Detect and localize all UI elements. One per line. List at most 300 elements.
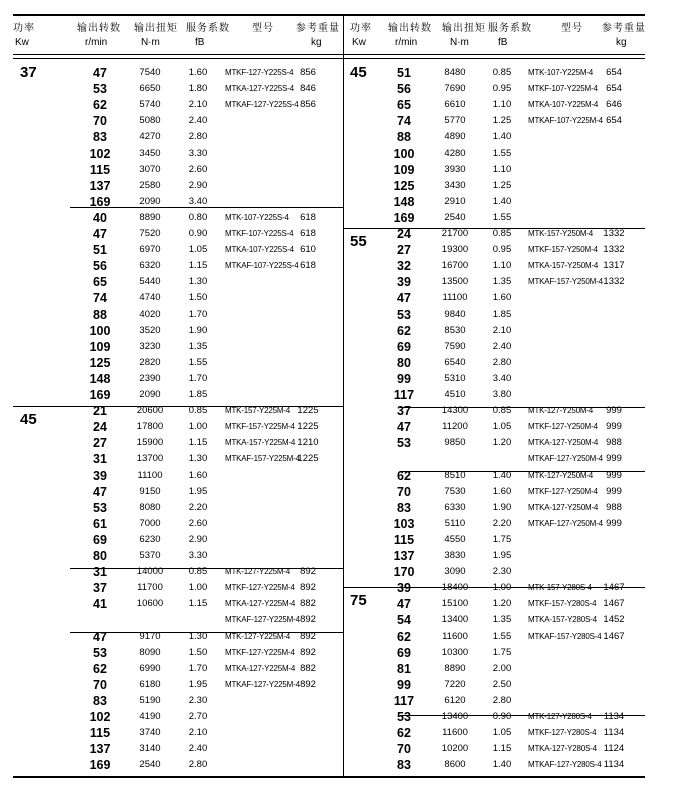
output-speed: 137	[393, 549, 415, 563]
reference-weight: 1225	[297, 453, 319, 465]
output-speed: 117	[393, 388, 415, 402]
service-factor: 1.00	[188, 421, 208, 433]
service-factor: 2.50	[492, 678, 512, 690]
output-torque: 10300	[441, 646, 469, 658]
service-factor: 1.15	[188, 598, 208, 610]
output-torque: 6610	[444, 99, 466, 111]
model-number: MTK-127-Y250M-4	[528, 406, 594, 416]
output-torque: 7530	[444, 485, 466, 497]
reference-weight: 999	[606, 405, 622, 417]
model-number: MTKA-127-Y250M-4	[528, 502, 599, 512]
service-factor: 2.60	[188, 517, 208, 529]
output-speed: 24	[93, 420, 107, 435]
output-speed: 31	[93, 565, 107, 580]
output-speed: 47	[397, 420, 411, 435]
output-speed: 62	[397, 629, 411, 644]
output-torque: 21700	[441, 228, 469, 239]
service-factor: 1.05	[492, 727, 512, 739]
service-factor: 2.30	[492, 566, 512, 578]
reference-weight: 1124	[603, 743, 625, 755]
output-speed: 62	[397, 468, 411, 483]
output-torque: 8080	[139, 501, 161, 513]
output-torque: 4510	[444, 389, 466, 400]
top-rule	[13, 14, 645, 16]
output-torque: 5110	[444, 517, 466, 529]
output-torque: 4890	[444, 131, 466, 143]
model-number: MTKAF-157-Y225M-4	[225, 454, 300, 464]
service-factor: 1.95	[492, 550, 512, 561]
output-speed: 74	[397, 114, 411, 129]
service-factor: 1.55	[188, 356, 208, 368]
model-number: MTKF-157-Y250M-4	[528, 245, 598, 255]
output-torque: 4190	[139, 711, 161, 722]
output-speed: 56	[397, 82, 411, 97]
output-speed: 53	[397, 436, 411, 451]
header-weight-right: 参考重量	[602, 23, 646, 34]
output-speed: 24	[397, 227, 411, 241]
header-power-unit-right: Kw	[352, 37, 366, 48]
service-factor: 0.95	[492, 83, 512, 95]
header-power-right: 功率	[350, 23, 372, 34]
output-speed: 83	[93, 130, 107, 145]
model-number: MTKA-127-Y225M-4	[225, 663, 296, 673]
output-torque: 15900	[136, 437, 164, 449]
reference-weight: 618	[300, 211, 316, 223]
output-torque: 7540	[139, 67, 161, 78]
output-speed: 39	[93, 468, 107, 483]
output-torque: 8890	[444, 662, 466, 674]
service-factor: 1.60	[188, 469, 208, 481]
header-torque-right: 输出扭矩	[442, 23, 486, 34]
model-number: MTKA-127-Y225M-4	[225, 599, 296, 609]
service-factor: 1.85	[188, 389, 208, 400]
model-number: MTKAF-127-Y250M-4	[528, 454, 603, 464]
output-torque: 15100	[441, 598, 469, 610]
model-number: MTKF-127-Y280S-4	[528, 728, 597, 738]
header-factor-unit-left: fB	[195, 37, 205, 48]
output-torque: 4280	[444, 147, 466, 159]
service-factor: 1.20	[492, 437, 512, 449]
service-factor: 1.15	[188, 437, 208, 449]
service-factor: 1.95	[188, 678, 208, 690]
output-torque: 2540	[139, 759, 161, 771]
reference-weight: 618	[300, 260, 316, 272]
reference-weight: 892	[300, 566, 316, 578]
service-factor: 1.50	[188, 292, 208, 304]
output-torque: 11600	[442, 630, 468, 642]
service-factor: 1.15	[188, 260, 208, 272]
output-speed: 39	[397, 581, 411, 596]
reference-weight: 892	[300, 678, 316, 690]
output-speed: 37	[93, 581, 107, 596]
output-speed: 88	[397, 130, 411, 145]
output-speed: 27	[93, 436, 107, 451]
service-factor: 1.70	[188, 308, 208, 320]
model-number: MTK-157-Y225M-4	[225, 406, 291, 416]
output-speed: 65	[397, 98, 411, 113]
output-torque: 3930	[444, 163, 466, 175]
header-torque-unit-left: N·m	[141, 37, 160, 48]
output-torque: 6970	[139, 244, 161, 256]
model-number: MTK-127-Y280S-4	[528, 712, 592, 721]
model-number: MTK-157-Y250M-4	[528, 229, 594, 238]
service-factor: 1.30	[188, 630, 208, 642]
service-factor: 1.55	[492, 630, 512, 642]
output-speed: 65	[93, 275, 107, 290]
reference-weight: 1467	[603, 582, 625, 594]
output-speed: 53	[93, 645, 107, 660]
output-torque: 2540	[444, 211, 466, 223]
header-model-right: 型号	[561, 23, 583, 34]
output-speed: 109	[393, 162, 415, 177]
service-factor: 2.60	[188, 163, 208, 175]
header-factor-left: 服务系数	[186, 23, 230, 34]
output-speed: 53	[397, 307, 411, 322]
output-speed: 62	[93, 661, 107, 676]
reference-weight: 1134	[603, 727, 625, 739]
service-factor: 1.00	[188, 582, 208, 594]
reference-weight: 999	[606, 517, 622, 529]
service-factor: 3.80	[492, 389, 512, 400]
reference-weight: 882	[300, 598, 316, 610]
service-factor: 1.20	[492, 598, 512, 610]
output-speed: 99	[397, 677, 411, 692]
reference-weight: 999	[606, 469, 622, 481]
power-kw: 55	[350, 233, 367, 250]
model-number: MTKAF-127-Y225M-4	[225, 615, 300, 625]
output-speed: 103	[393, 516, 415, 531]
output-speed: 125	[89, 355, 111, 370]
output-speed: 115	[89, 726, 111, 741]
model-number: MTKAF-107-Y225M-4	[528, 116, 603, 126]
service-factor: 2.20	[492, 517, 512, 529]
output-speed: 69	[397, 339, 411, 354]
output-torque: 3830	[444, 550, 466, 561]
service-factor: 1.90	[492, 501, 512, 513]
service-factor: 1.30	[188, 276, 208, 288]
output-torque: 5740	[139, 99, 161, 111]
service-factor: 2.90	[188, 533, 208, 545]
output-torque: 7590	[444, 340, 466, 352]
model-number: MTKA-157-Y250M-4	[528, 261, 599, 271]
service-factor: 1.85	[492, 308, 512, 320]
output-torque: 13400	[441, 614, 469, 626]
output-speed: 41	[93, 597, 107, 612]
output-speed: 169	[89, 194, 111, 209]
service-factor: 0.80	[188, 211, 208, 223]
output-torque: 2910	[444, 195, 466, 207]
output-torque: 5310	[444, 372, 466, 384]
service-factor: 2.40	[188, 115, 208, 127]
service-factor: 1.40	[492, 131, 512, 143]
output-torque: 8530	[444, 324, 466, 336]
reference-weight: 892	[300, 582, 316, 594]
reference-weight: 618	[300, 228, 316, 239]
header-speed-left: 输出转数	[77, 23, 121, 34]
output-speed: 88	[93, 307, 107, 322]
output-torque: 5440	[139, 276, 161, 288]
service-factor: 1.95	[188, 485, 208, 497]
reference-weight: 1467	[603, 598, 625, 610]
model-number: MTKAF-127-Y280S-4	[528, 760, 602, 770]
output-torque: 8480	[444, 67, 466, 78]
model-number: MTKAF-157-Y250M-4	[528, 277, 603, 287]
output-speed: 69	[93, 532, 107, 547]
service-factor: 2.80	[492, 356, 512, 368]
reference-weight: 999	[606, 453, 622, 465]
service-factor: 2.40	[188, 743, 208, 755]
output-speed: 100	[89, 323, 111, 338]
model-number: MTKA-127-Y280S-4	[528, 744, 597, 754]
service-factor: 1.75	[492, 533, 512, 545]
output-speed: 47	[93, 484, 107, 499]
output-torque: 6320	[139, 260, 161, 272]
reference-weight: 882	[300, 662, 316, 674]
model-number: MTKA-127-Y225S-4	[225, 84, 294, 94]
header-power-left: 功率	[13, 23, 35, 34]
output-speed: 47	[93, 227, 107, 241]
service-factor: 0.85	[188, 405, 208, 417]
output-speed: 80	[397, 355, 411, 370]
service-factor: 2.10	[188, 99, 208, 111]
output-speed: 70	[397, 484, 411, 499]
output-speed: 137	[89, 178, 111, 193]
output-speed: 83	[397, 500, 411, 515]
output-speed: 70	[93, 677, 107, 692]
header-weight-left: 参考重量	[296, 23, 340, 34]
service-factor: 1.00	[492, 582, 512, 594]
model-number: MTK-107-Y225S-4	[225, 212, 289, 222]
output-torque: 6650	[139, 83, 161, 95]
output-torque: 8510	[444, 469, 466, 481]
header-factor-right: 服务系数	[488, 23, 532, 34]
model-number: MTKA-107-Y225M-4	[528, 100, 599, 110]
service-factor: 1.70	[188, 662, 208, 674]
output-torque: 8600	[444, 759, 466, 771]
output-speed: 100	[393, 146, 415, 161]
output-speed: 56	[93, 259, 107, 274]
service-factor: 2.00	[492, 662, 512, 674]
reference-weight: 856	[300, 99, 316, 111]
service-factor: 0.85	[492, 67, 512, 78]
output-torque: 6120	[444, 694, 466, 706]
service-factor: 2.80	[492, 694, 512, 706]
output-torque: 14000	[136, 566, 164, 578]
model-number: MTKAF-127-Y225S-4	[225, 100, 299, 110]
service-factor: 1.25	[492, 179, 512, 191]
model-number: MTKF-157-Y225M-4	[225, 422, 295, 432]
output-torque: 3430	[444, 179, 466, 191]
output-speed: 21	[93, 404, 107, 419]
output-speed: 53	[93, 82, 107, 97]
header-speed-unit-right: r/min	[395, 37, 418, 48]
reference-weight: 1134	[603, 759, 625, 771]
reference-weight: 856	[300, 67, 316, 78]
output-speed: 47	[93, 629, 107, 644]
model-number: MTKF-127-Y250M-4	[528, 486, 598, 496]
power-kw: 37	[20, 64, 37, 81]
output-speed: 40	[93, 210, 107, 225]
service-factor: 3.40	[492, 372, 512, 384]
service-factor: 2.70	[188, 711, 208, 722]
model-number: MTKF-107-Y225S-4	[225, 229, 294, 238]
reference-weight: 1225	[297, 421, 319, 433]
model-number: MTKAF-157-Y280S-4	[528, 631, 602, 641]
output-speed: 81	[397, 661, 411, 676]
output-speed: 102	[89, 146, 111, 161]
output-speed: 109	[89, 339, 111, 354]
output-torque: 3090	[444, 566, 466, 578]
reference-weight: 1332	[603, 244, 625, 256]
reference-weight: 999	[606, 485, 622, 497]
reference-weight: 999	[606, 421, 622, 433]
output-speed: 62	[397, 323, 411, 338]
output-torque: 7000	[139, 517, 161, 529]
reference-weight: 846	[300, 83, 316, 95]
model-number: MTKF-127-Y225M-4	[225, 647, 295, 657]
output-torque: 6180	[139, 678, 161, 690]
output-torque: 9840	[444, 308, 466, 320]
output-torque: 13500	[441, 276, 469, 288]
output-torque: 2390	[139, 372, 161, 384]
service-factor: 1.55	[492, 211, 512, 223]
reference-weight: 654	[606, 67, 622, 78]
service-factor: 3.30	[188, 147, 208, 159]
service-factor: 1.15	[492, 743, 512, 755]
output-torque: 8090	[139, 646, 161, 658]
service-factor: 2.10	[188, 727, 208, 739]
reference-weight: 1452	[603, 614, 625, 626]
model-number: MTKF-157-Y280S-4	[528, 599, 597, 609]
reference-weight: 1317	[603, 260, 625, 272]
output-torque: 13700	[136, 453, 164, 465]
output-torque: 4550	[444, 533, 466, 545]
output-torque: 2580	[139, 179, 161, 191]
model-number: MTKF-107-Y225M-4	[528, 84, 598, 94]
service-factor: 1.40	[492, 759, 512, 771]
output-torque: 3230	[139, 340, 161, 352]
output-speed: 62	[397, 726, 411, 741]
service-factor: 1.35	[492, 276, 512, 288]
model-number: MTKAF-127-Y225M-4	[225, 679, 300, 689]
reference-weight: 988	[606, 501, 622, 513]
power-kw: 45	[350, 64, 367, 81]
service-factor: 1.90	[188, 324, 208, 336]
model-number: MTKF-127-Y225M-4	[225, 583, 295, 593]
output-speed: 51	[93, 243, 107, 258]
output-torque: 17800	[136, 421, 164, 433]
header-model-left: 型号	[252, 23, 274, 34]
output-speed: 53	[93, 500, 107, 515]
output-speed: 74	[93, 291, 107, 306]
output-speed: 47	[93, 66, 107, 80]
model-number: MTKAF-107-Y225S-4	[225, 261, 299, 271]
output-speed: 62	[93, 98, 107, 113]
reference-weight: 646	[606, 99, 622, 111]
service-factor: 2.40	[492, 340, 512, 352]
service-factor: 2.80	[188, 759, 208, 771]
output-torque: 20600	[136, 405, 164, 417]
power-kw: 75	[350, 592, 367, 609]
output-torque: 16700	[441, 260, 469, 272]
output-torque: 9850	[444, 437, 466, 449]
output-torque: 11600	[442, 727, 468, 739]
service-factor: 1.05	[188, 244, 208, 256]
header-power-unit-left: Kw	[15, 37, 29, 48]
output-torque: 11100	[442, 292, 468, 304]
service-factor: 1.50	[188, 646, 208, 658]
output-speed: 53	[397, 710, 411, 724]
service-factor: 2.30	[188, 694, 208, 706]
reference-weight: 892	[300, 614, 316, 626]
service-factor: 1.35	[492, 614, 512, 626]
output-torque: 10600	[136, 598, 164, 610]
output-speed: 102	[89, 710, 111, 724]
reference-weight: 988	[606, 437, 622, 449]
reference-weight: 1467	[603, 630, 625, 642]
output-speed: 170	[393, 565, 415, 580]
output-speed: 99	[397, 371, 411, 386]
output-speed: 169	[393, 210, 415, 225]
output-speed: 27	[397, 243, 411, 258]
output-speed: 39	[397, 275, 411, 290]
service-factor: 1.35	[188, 340, 208, 352]
output-speed: 51	[397, 66, 411, 80]
header-torque-left: 输出扭矩	[134, 23, 178, 34]
output-torque: 3520	[139, 324, 161, 336]
output-speed: 37	[397, 404, 411, 419]
bottom-rule	[13, 776, 645, 778]
model-number: MTKA-157-Y280S-4	[528, 615, 597, 625]
service-factor: 1.80	[188, 83, 208, 95]
output-torque: 11200	[442, 421, 468, 433]
output-speed: 83	[397, 758, 411, 773]
service-factor: 1.60	[492, 485, 512, 497]
reference-weight: 1225	[297, 405, 319, 417]
model-number: MTK-127-Y225M-4	[225, 567, 291, 577]
header-weight-unit-right: kg	[616, 37, 627, 48]
power-kw: 45	[20, 411, 37, 428]
output-torque: 4020	[139, 308, 161, 320]
reference-weight: 892	[300, 630, 316, 642]
header-speed-unit-left: r/min	[85, 37, 108, 48]
output-speed: 54	[397, 613, 411, 628]
output-speed: 47	[397, 291, 411, 306]
service-factor: 1.25	[492, 115, 512, 127]
output-torque: 7220	[444, 678, 466, 690]
reference-weight: 654	[606, 115, 622, 127]
service-factor: 2.90	[188, 179, 208, 191]
output-speed: 169	[89, 758, 111, 773]
model-number: MTK-157-Y280S-4	[528, 583, 592, 593]
service-factor: 0.85	[188, 566, 208, 578]
output-torque: 6540	[444, 356, 466, 368]
service-factor: 0.85	[492, 405, 512, 417]
output-torque: 3450	[139, 147, 161, 159]
output-torque: 5190	[139, 694, 161, 706]
output-torque: 8890	[139, 211, 161, 223]
header-factor-unit-right: fB	[498, 37, 508, 48]
output-torque: 6330	[444, 501, 466, 513]
service-factor: 1.55	[492, 147, 512, 159]
output-torque: 13400	[441, 711, 469, 722]
model-number: MTK-107-Y225M-4	[528, 68, 594, 77]
output-speed: 148	[89, 371, 111, 386]
output-torque: 4270	[139, 131, 161, 143]
output-torque: 5080	[139, 115, 161, 127]
service-factor: 2.10	[492, 324, 512, 336]
reference-weight: 1332	[603, 228, 625, 239]
